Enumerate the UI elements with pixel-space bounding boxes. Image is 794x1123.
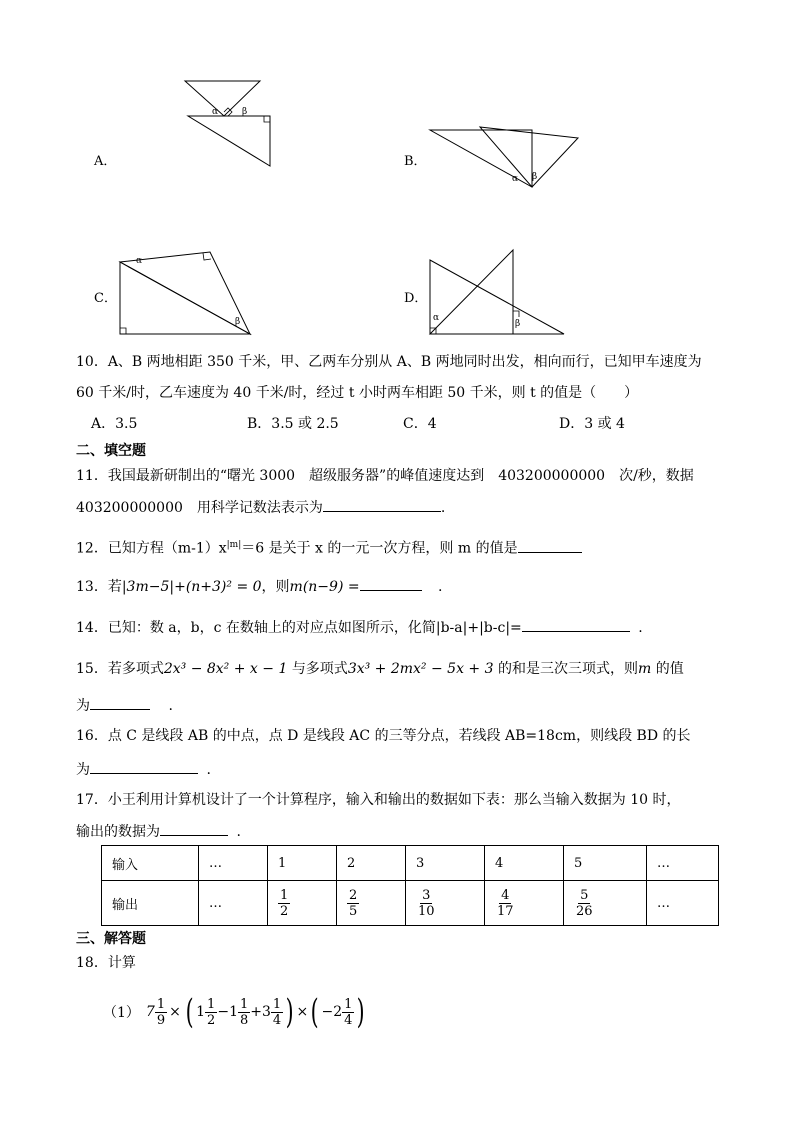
q10-line2: 60 千米/时，乙车速度为 40 千米/时，经过 t 小时两车相距 50 千米，则 t 的值是（ ） xyxy=(76,385,639,401)
table-cell xyxy=(485,881,564,926)
q11-line1: 11．我国最新研制出的“曙光 3000 超级服务器”的峰值速度达到 403200000000 次/秒，数据 xyxy=(76,468,694,484)
section-fill-blank-title: 二、填空题 xyxy=(76,443,146,459)
q18-part1-label: （1） xyxy=(103,1005,140,1021)
q12-exponent: |m| xyxy=(226,540,242,550)
q10-line1: 10．A、B 两地相距 350 千米，甲、乙两车分别从 A、B 两地同时出发，相向而行，已知甲车速度为 xyxy=(76,354,702,370)
q17-line2-text: 输出的数据为 xyxy=(76,824,160,840)
q13-answer-blank[interactable] xyxy=(360,576,422,591)
option-b-beta: β xyxy=(532,172,538,182)
q11-answer-blank[interactable] xyxy=(323,497,441,512)
q10-choice-b[interactable]: B．3.5 或 2.5 xyxy=(247,416,339,432)
option-a-label[interactable]: A． xyxy=(94,154,117,169)
q15-polynomial1: 2x³ − 8x² + x − 1 xyxy=(163,661,288,677)
table-cell: … xyxy=(647,846,719,881)
option-d-label[interactable]: D． xyxy=(404,291,428,306)
q11-line2 xyxy=(76,497,445,518)
option-c-figure xyxy=(118,248,258,338)
q17-line2 xyxy=(76,821,241,842)
q15-mid: 与多项式 xyxy=(291,661,348,677)
table-cell: … xyxy=(199,846,268,881)
q15-post: 的和是三次三项式，则 xyxy=(497,661,638,677)
q13-end: . xyxy=(438,579,443,595)
q12-answer-blank[interactable] xyxy=(518,538,582,553)
q11-line2-text: 403200000000 用科学记数法表示为 xyxy=(76,500,323,516)
table-cell xyxy=(337,881,406,926)
q12-pre: 12．已知方程（m-1）x xyxy=(76,540,227,557)
table-cell: 输出 xyxy=(102,881,199,926)
table-cell: 1 xyxy=(268,846,337,881)
option-a-beta: β xyxy=(242,107,248,117)
q15-end: . xyxy=(168,698,173,714)
q14-end: . xyxy=(638,620,643,636)
option-d-beta: β xyxy=(515,319,521,329)
q12-post: ＝6 是关于 x 的一元一次方程，则 m 的值是 xyxy=(241,540,518,557)
q10-choice-a[interactable]: A．3.5 xyxy=(91,416,138,432)
q14-answer-blank[interactable] xyxy=(522,617,630,632)
q16-line1: 16．点 C 是线段 AB 的中点，点 D 是线段 AC 的三等分点，若线段 AB=18cm，则线段 BD 的长 xyxy=(76,728,691,744)
q15-answer-blank[interactable] xyxy=(90,695,150,710)
q15-var: m xyxy=(637,661,652,677)
q16-line2-text: 为 xyxy=(76,762,90,778)
table-cell: 5 xyxy=(564,846,647,881)
q15-polynomial2: 3x³ + 2mx² − 5x + 3 xyxy=(347,661,494,677)
section-solve-title: 三、解答题 xyxy=(76,931,146,947)
option-b-alpha: α xyxy=(512,174,519,184)
q15-line1 xyxy=(76,659,684,679)
table-cell: 2 xyxy=(337,846,406,881)
q15-post2: 的值 xyxy=(655,661,684,677)
table-cell: 3 xyxy=(406,846,485,881)
q12 xyxy=(76,535,582,559)
fraction: $\frac{3}{10}$ xyxy=(418,887,435,919)
q13 xyxy=(76,576,443,597)
q16-answer-blank[interactable] xyxy=(90,759,198,774)
table-cell: 4 xyxy=(485,846,564,881)
q16-end: . xyxy=(206,762,211,778)
option-d-figure xyxy=(428,248,568,338)
option-b-label[interactable]: B． xyxy=(404,154,427,169)
table-cell xyxy=(406,881,485,926)
io-table xyxy=(101,845,719,926)
q13-mid: ，则 xyxy=(261,579,290,595)
q18-title: 18．计算 xyxy=(76,955,136,971)
q17-end: . xyxy=(236,824,241,840)
q10-choice-c[interactable]: C．4 xyxy=(403,416,437,432)
option-c-beta: β xyxy=(235,317,241,327)
table-cell xyxy=(268,881,337,926)
q16-line2 xyxy=(76,759,211,780)
table-cell: 输入 xyxy=(102,846,199,881)
table-cell: … xyxy=(199,881,268,926)
fraction: $\frac{5}{26}$ xyxy=(576,887,593,919)
q13-expression2: m(n−9) = xyxy=(289,579,360,595)
table-row-output xyxy=(102,881,719,926)
q18-part1-expression: （1） 7 $\frac{1}{9}$ × ( 1 $\frac{1}{2}$ − 1 $\frac{1}{8}$ + 3 $\frac{1}{4}$ ) × ( −2 $\frac{1}{4}$ ) xyxy=(103,992,366,1032)
q15-line2-text: 为 xyxy=(76,698,90,714)
q17-answer-blank[interactable] xyxy=(160,821,228,836)
q13-expression: |3m−5|+(n+3)² = 0 xyxy=(121,579,262,595)
q15-line2 xyxy=(76,695,173,716)
option-a-alpha: α xyxy=(212,107,219,117)
q14-text: 14．已知：数 a，b，c 在数轴上的对应点如图所示，化简|b-a|+|b-c|= xyxy=(76,620,522,636)
fraction: $\frac{2}{5}$ xyxy=(349,887,358,919)
option-b-figure xyxy=(428,125,583,190)
table-cell: … xyxy=(647,881,719,926)
fraction: $\frac{4}{17}$ xyxy=(497,887,514,919)
q10-choice-d[interactable]: D．3 或 4 xyxy=(559,416,625,432)
option-c-label[interactable]: C． xyxy=(94,291,117,306)
q11-end: . xyxy=(440,500,446,516)
q14 xyxy=(76,617,643,638)
q17-line1: 17．小王利用计算机设计了一个计算程序，输入和输出的数据如下表：那么当输入数据为 10 时， xyxy=(76,792,681,808)
option-d-alpha: α xyxy=(433,313,440,323)
option-c-alpha: α xyxy=(136,256,143,266)
table-cell xyxy=(564,881,647,926)
q13-pre: 13．若 xyxy=(76,579,122,595)
fraction: $\frac{1}{2}$ xyxy=(280,887,289,919)
table-row-input xyxy=(102,846,719,881)
q15-pre: 15．若多项式 xyxy=(76,661,164,677)
option-a-figure xyxy=(180,78,280,170)
